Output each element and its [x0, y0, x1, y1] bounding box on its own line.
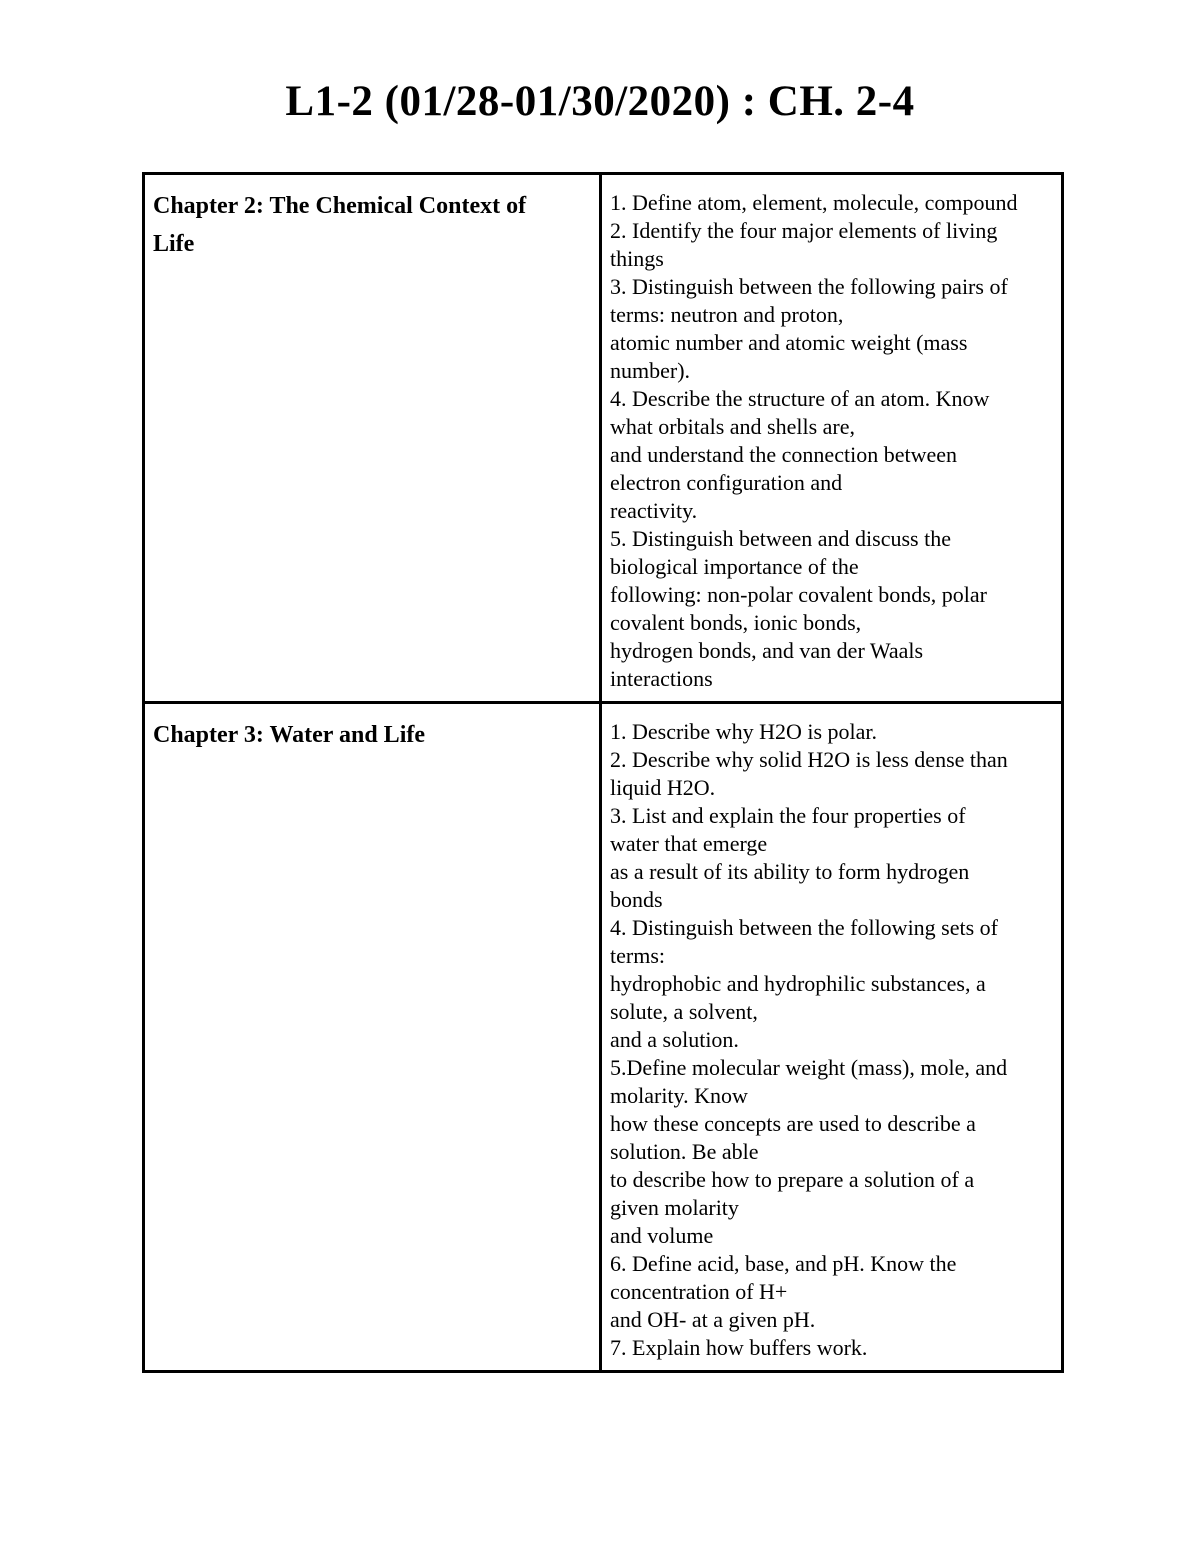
text-line: 7. Explain how buffers work.	[610, 1335, 868, 1360]
text-line: biological importance of the	[610, 554, 859, 579]
text-line: following: non-polar covalent bonds, polar	[610, 582, 987, 607]
text-line: to describe how to prepare a solution of a	[610, 1167, 975, 1192]
text-line: 2. Describe why solid H2O is less dense than	[610, 747, 1008, 772]
text-line: how these concepts are used to describe a	[610, 1111, 976, 1136]
text-line: and understand the connection between	[610, 442, 957, 467]
text-line: solution. Be able	[610, 1139, 759, 1164]
text-line: 1. Describe why H2O is polar.	[610, 719, 878, 744]
text-line: 5.Define molecular weight (mass), mole, and	[610, 1055, 1008, 1080]
text-line: concentration of H+	[610, 1279, 788, 1304]
text-line: atomic number and atomic weight (mass	[610, 330, 968, 355]
text-line: and a solution.	[610, 1027, 739, 1052]
text-line: solute, a solvent,	[610, 999, 758, 1024]
text-line: molarity. Know	[610, 1083, 748, 1108]
text-line: 3. List and explain the four properties of	[610, 803, 966, 828]
text-line: 6. Define acid, base, and pH. Know the	[610, 1251, 957, 1276]
text-line: interactions	[610, 666, 713, 691]
objective-list	[602, 175, 1061, 701]
text-line: as a result of its ability to form hydrogen	[610, 859, 970, 884]
text-line: things	[610, 246, 664, 271]
text-line: hydrogen bonds, and van der Waals	[610, 638, 924, 663]
text-line: given molarity	[610, 1195, 739, 1220]
text-line: number).	[610, 358, 691, 383]
text-line: terms: neutron and proton,	[610, 302, 844, 327]
text-line: liquid H2O.	[610, 775, 716, 800]
text-line: and volume	[610, 1223, 714, 1248]
text-line: 5. Distinguish between and discuss the	[610, 526, 951, 551]
text-line: bonds	[610, 887, 663, 912]
objectives-table	[142, 172, 1064, 1373]
text-line: Chapter 2: The Chemical Context of	[153, 193, 527, 219]
objectives-cell	[601, 174, 1063, 703]
chapter-cell	[144, 703, 601, 1372]
chapter-title	[145, 175, 599, 269]
objective-list	[602, 704, 1061, 1370]
text-line: 4. Describe the structure of an atom. Know	[610, 386, 990, 411]
text-line: 4. Distinguish between the following sets of	[610, 915, 999, 940]
text-line: Life	[153, 231, 195, 257]
objectives-cell	[601, 703, 1063, 1372]
text-line: reactivity.	[610, 498, 698, 523]
table-row	[144, 174, 1063, 703]
text-line: 3. Distinguish between the following pairs of	[610, 274, 1008, 299]
text-line: Chapter 3: Water and Life	[153, 722, 426, 748]
chapter-cell	[144, 174, 601, 703]
text-line: what orbitals and shells are,	[610, 414, 855, 439]
text-line: terms:	[610, 943, 665, 968]
text-line: electron configuration and	[610, 470, 843, 495]
text-line: hydrophobic and hydrophilic substances, a	[610, 971, 986, 996]
text-line: 2. Identify the four major elements of living	[610, 218, 998, 243]
page-title: L1-2 (01/28-01/30/2020) : CH. 2-4	[285, 78, 915, 125]
text-line: and OH- at a given pH.	[610, 1307, 816, 1332]
text-line: 1. Define atom, element, molecule, compound	[610, 190, 1018, 215]
text-line: water that emerge	[610, 831, 768, 856]
table-row	[144, 703, 1063, 1372]
chapter-title	[145, 704, 599, 760]
text-line: covalent bonds, ionic bonds,	[610, 610, 862, 635]
